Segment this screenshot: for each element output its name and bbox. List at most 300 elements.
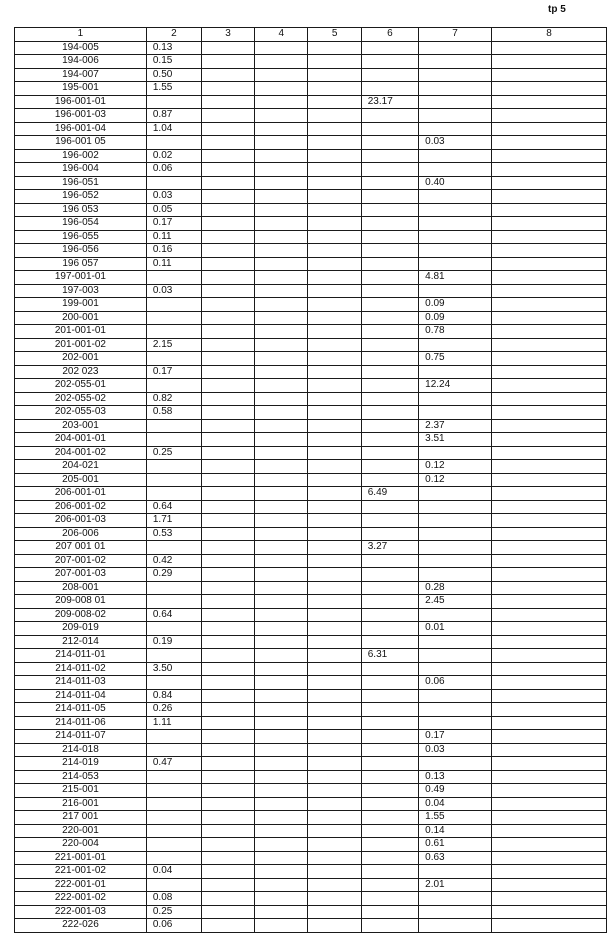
value-cell [419, 365, 492, 379]
value-cell [419, 865, 492, 879]
value-cell [361, 419, 418, 433]
value-cell [308, 176, 361, 190]
value-cell [308, 284, 361, 298]
value-cell [255, 568, 308, 582]
value-cell [361, 109, 418, 123]
value-cell [491, 136, 606, 150]
value-cell [419, 95, 492, 109]
value-cell [419, 608, 492, 622]
value-cell [255, 892, 308, 906]
value-cell [308, 757, 361, 771]
table-row [15, 811, 607, 825]
value-cell [361, 365, 418, 379]
row-code-cell: 201-001-01 [15, 325, 147, 339]
table-row [15, 176, 607, 190]
value-cell [491, 905, 606, 919]
value-cell [308, 163, 361, 177]
column-header: 2 [146, 28, 201, 42]
table-row [15, 446, 607, 460]
row-code-cell: 215-001 [15, 784, 147, 798]
value-cell [255, 797, 308, 811]
value-cell [361, 203, 418, 217]
table-row [15, 757, 607, 771]
value-cell [201, 68, 254, 82]
value-cell [255, 298, 308, 312]
value-cell [201, 149, 254, 163]
value-cell [201, 244, 254, 258]
value-cell [255, 230, 308, 244]
value-cell [491, 743, 606, 757]
value-cell [308, 311, 361, 325]
value-cell [146, 676, 201, 690]
row-code-cell: 196-001 05 [15, 136, 147, 150]
row-code-cell: 214-011-05 [15, 703, 147, 717]
table-row [15, 878, 607, 892]
value-cell [255, 392, 308, 406]
row-code-cell: 216-001 [15, 797, 147, 811]
table-row [15, 743, 607, 757]
value-cell [491, 689, 606, 703]
table-row [15, 460, 607, 474]
value-cell [419, 68, 492, 82]
row-code-cell: 200-001 [15, 311, 147, 325]
value-cell [361, 122, 418, 136]
value-cell [308, 95, 361, 109]
value-cell [361, 230, 418, 244]
value-cell [361, 622, 418, 636]
value-cell: 0.49 [419, 784, 492, 798]
value-cell [308, 257, 361, 271]
value-cell [255, 622, 308, 636]
table-row [15, 581, 607, 595]
value-cell [361, 271, 418, 285]
value-cell [308, 217, 361, 231]
table-row [15, 716, 607, 730]
table-row [15, 527, 607, 541]
value-cell [361, 500, 418, 514]
value-cell [146, 379, 201, 393]
value-cell [491, 811, 606, 825]
value-cell [255, 743, 308, 757]
row-code-cell: 214-019 [15, 757, 147, 771]
value-cell: 1.71 [146, 514, 201, 528]
value-cell [308, 770, 361, 784]
value-cell: 0.63 [419, 851, 492, 865]
table-row [15, 244, 607, 258]
value-cell [419, 554, 492, 568]
value-cell [201, 109, 254, 123]
value-cell [201, 500, 254, 514]
table-row [15, 122, 607, 136]
value-cell: 0.50 [146, 68, 201, 82]
value-cell [255, 109, 308, 123]
value-cell [308, 352, 361, 366]
value-cell [308, 55, 361, 69]
row-code-cell: 202-055-02 [15, 392, 147, 406]
value-cell [361, 55, 418, 69]
value-cell [255, 217, 308, 231]
value-cell [255, 82, 308, 96]
value-cell: 0.17 [419, 730, 492, 744]
value-cell [201, 919, 254, 933]
value-cell [361, 595, 418, 609]
value-cell [255, 271, 308, 285]
value-cell [491, 446, 606, 460]
table-row [15, 68, 607, 82]
value-cell [491, 163, 606, 177]
value-cell [308, 392, 361, 406]
value-cell [361, 919, 418, 933]
value-cell [491, 55, 606, 69]
value-cell [255, 716, 308, 730]
value-cell [419, 392, 492, 406]
value-cell: 12.24 [419, 379, 492, 393]
table-row [15, 203, 607, 217]
value-cell [308, 622, 361, 636]
table-row [15, 730, 607, 744]
value-cell [146, 838, 201, 852]
value-cell [255, 95, 308, 109]
row-code-cell: 194-006 [15, 55, 147, 69]
value-cell [419, 905, 492, 919]
value-cell [491, 703, 606, 717]
value-cell [361, 514, 418, 528]
row-code-cell: 202 023 [15, 365, 147, 379]
value-cell [255, 649, 308, 663]
table-row [15, 352, 607, 366]
value-cell: 3.27 [361, 541, 418, 555]
value-cell [419, 82, 492, 96]
value-cell [491, 217, 606, 231]
value-cell [201, 473, 254, 487]
value-cell [308, 136, 361, 150]
value-cell [491, 95, 606, 109]
value-cell: 0.09 [419, 311, 492, 325]
value-cell [255, 419, 308, 433]
table-row [15, 95, 607, 109]
value-cell [308, 554, 361, 568]
value-cell [146, 824, 201, 838]
table-row [15, 338, 607, 352]
value-cell [201, 271, 254, 285]
value-cell [201, 595, 254, 609]
value-cell [255, 257, 308, 271]
table-row [15, 298, 607, 312]
value-cell [419, 568, 492, 582]
value-cell [419, 500, 492, 514]
value-cell [361, 784, 418, 798]
value-cell [201, 892, 254, 906]
value-cell [308, 190, 361, 204]
value-cell [491, 770, 606, 784]
value-cell [491, 919, 606, 933]
value-cell [146, 730, 201, 744]
value-cell [255, 784, 308, 798]
value-cell [491, 257, 606, 271]
value-cell [491, 797, 606, 811]
row-code-cell: 204-001-02 [15, 446, 147, 460]
value-cell [419, 514, 492, 528]
value-cell [361, 392, 418, 406]
value-cell [491, 487, 606, 501]
value-cell: 1.11 [146, 716, 201, 730]
value-cell: 0.29 [146, 568, 201, 582]
value-cell [419, 244, 492, 258]
value-cell [308, 325, 361, 339]
value-cell [491, 149, 606, 163]
value-cell [361, 811, 418, 825]
value-cell [146, 352, 201, 366]
table-row [15, 149, 607, 163]
value-cell [308, 892, 361, 906]
row-code-cell: 194-005 [15, 41, 147, 55]
value-cell [201, 365, 254, 379]
value-cell [255, 203, 308, 217]
value-cell [361, 460, 418, 474]
table-row [15, 311, 607, 325]
value-cell [255, 487, 308, 501]
value-cell [491, 676, 606, 690]
value-cell [491, 635, 606, 649]
value-cell [308, 865, 361, 879]
value-cell [201, 392, 254, 406]
value-cell [491, 784, 606, 798]
value-cell [146, 581, 201, 595]
row-code-cell: 202-055-01 [15, 379, 147, 393]
value-cell [146, 136, 201, 150]
value-cell [201, 703, 254, 717]
value-cell [361, 703, 418, 717]
value-cell [201, 203, 254, 217]
value-cell [308, 298, 361, 312]
value-cell: 0.25 [146, 905, 201, 919]
value-cell [255, 757, 308, 771]
row-code-cell: 222-001-02 [15, 892, 147, 906]
value-cell: 4.81 [419, 271, 492, 285]
table-row [15, 82, 607, 96]
value-cell [361, 770, 418, 784]
value-cell [308, 379, 361, 393]
value-cell [255, 905, 308, 919]
column-header: 4 [255, 28, 308, 42]
table-row [15, 365, 607, 379]
table-row [15, 419, 607, 433]
row-code-cell: 214-011-01 [15, 649, 147, 663]
table-row [15, 487, 607, 501]
value-cell [361, 446, 418, 460]
value-cell [419, 919, 492, 933]
value-cell [255, 163, 308, 177]
value-cell [419, 203, 492, 217]
value-cell [491, 595, 606, 609]
value-cell [255, 541, 308, 555]
table-row [15, 514, 607, 528]
value-cell [491, 649, 606, 663]
value-cell [361, 217, 418, 231]
table-row [15, 271, 607, 285]
value-cell [491, 379, 606, 393]
value-cell: 0.84 [146, 689, 201, 703]
value-cell [308, 149, 361, 163]
table-row [15, 824, 607, 838]
value-cell [201, 730, 254, 744]
value-cell [491, 109, 606, 123]
value-cell [201, 338, 254, 352]
value-cell: 0.03 [146, 284, 201, 298]
value-cell: 0.13 [146, 41, 201, 55]
value-cell: 0.05 [146, 203, 201, 217]
value-cell [491, 716, 606, 730]
value-cell [419, 541, 492, 555]
value-cell [146, 649, 201, 663]
value-cell [491, 352, 606, 366]
value-cell: 0.06 [146, 919, 201, 933]
table-row [15, 392, 607, 406]
value-cell [255, 473, 308, 487]
table-row [15, 230, 607, 244]
value-cell: 0.58 [146, 406, 201, 420]
table-row [15, 838, 607, 852]
table-row [15, 635, 607, 649]
value-cell [308, 784, 361, 798]
value-cell [491, 190, 606, 204]
value-cell [201, 325, 254, 339]
value-cell [308, 541, 361, 555]
value-cell [255, 919, 308, 933]
value-cell [146, 473, 201, 487]
value-cell [255, 284, 308, 298]
value-cell [201, 379, 254, 393]
value-cell [308, 635, 361, 649]
value-cell [255, 365, 308, 379]
row-code-cell: 196-001-01 [15, 95, 147, 109]
table-row [15, 163, 607, 177]
value-cell [361, 406, 418, 420]
value-cell [201, 460, 254, 474]
value-cell: 1.04 [146, 122, 201, 136]
row-code-cell: 196 057 [15, 257, 147, 271]
value-cell: 0.17 [146, 365, 201, 379]
value-cell: 2.45 [419, 595, 492, 609]
row-code-cell: 196-001-04 [15, 122, 147, 136]
value-cell: 3.51 [419, 433, 492, 447]
value-cell [201, 608, 254, 622]
value-cell [361, 797, 418, 811]
table-row [15, 217, 607, 231]
value-cell [491, 581, 606, 595]
value-cell [201, 811, 254, 825]
value-cell [491, 419, 606, 433]
value-cell [255, 41, 308, 55]
row-code-cell: 214-011-04 [15, 689, 147, 703]
value-cell: 0.16 [146, 244, 201, 258]
value-cell [146, 271, 201, 285]
value-cell [308, 716, 361, 730]
value-cell [201, 176, 254, 190]
value-cell [491, 230, 606, 244]
table-row [15, 595, 607, 609]
value-cell [308, 446, 361, 460]
row-code-cell: 196-051 [15, 176, 147, 190]
value-cell [201, 865, 254, 879]
value-cell [255, 190, 308, 204]
value-cell [308, 595, 361, 609]
value-cell [146, 487, 201, 501]
value-cell [146, 784, 201, 798]
value-cell [419, 649, 492, 663]
value-cell [361, 568, 418, 582]
value-cell [491, 41, 606, 55]
table-row [15, 689, 607, 703]
row-code-cell: 208-001 [15, 581, 147, 595]
table-row [15, 865, 607, 879]
value-cell [419, 190, 492, 204]
value-cell [255, 824, 308, 838]
value-cell [361, 676, 418, 690]
table-row [15, 851, 607, 865]
value-cell [201, 55, 254, 69]
row-code-cell: 196-004 [15, 163, 147, 177]
table-row [15, 190, 607, 204]
value-cell [308, 514, 361, 528]
table-row [15, 406, 607, 420]
value-cell [255, 460, 308, 474]
value-cell: 0.19 [146, 635, 201, 649]
value-cell [308, 568, 361, 582]
value-cell: 0.03 [419, 136, 492, 150]
row-code-cell: 222-001-03 [15, 905, 147, 919]
value-cell [255, 244, 308, 258]
value-cell [419, 689, 492, 703]
value-cell: 0.42 [146, 554, 201, 568]
value-cell [491, 82, 606, 96]
value-cell [361, 136, 418, 150]
value-cell [308, 487, 361, 501]
value-cell: 2.37 [419, 419, 492, 433]
value-cell [255, 433, 308, 447]
value-cell [491, 122, 606, 136]
value-cell [491, 608, 606, 622]
row-code-cell: 205-001 [15, 473, 147, 487]
value-cell [361, 68, 418, 82]
table-row [15, 41, 607, 55]
value-cell [201, 433, 254, 447]
value-cell: 0.15 [146, 55, 201, 69]
value-cell [361, 257, 418, 271]
value-cell [201, 905, 254, 919]
column-header: 6 [361, 28, 418, 42]
value-cell: 0.03 [146, 190, 201, 204]
value-cell [419, 149, 492, 163]
value-cell [201, 716, 254, 730]
value-cell: 0.12 [419, 473, 492, 487]
value-cell [491, 325, 606, 339]
table-row [15, 770, 607, 784]
value-cell [419, 55, 492, 69]
value-cell [201, 514, 254, 528]
row-code-cell: 203-001 [15, 419, 147, 433]
value-cell [255, 608, 308, 622]
value-cell: 0.12 [419, 460, 492, 474]
row-code-cell: 197-001-01 [15, 271, 147, 285]
table-row [15, 136, 607, 150]
value-cell: 6.49 [361, 487, 418, 501]
value-cell [308, 338, 361, 352]
value-cell [361, 554, 418, 568]
value-cell [201, 662, 254, 676]
value-cell [491, 878, 606, 892]
row-code-cell: 220-001 [15, 824, 147, 838]
